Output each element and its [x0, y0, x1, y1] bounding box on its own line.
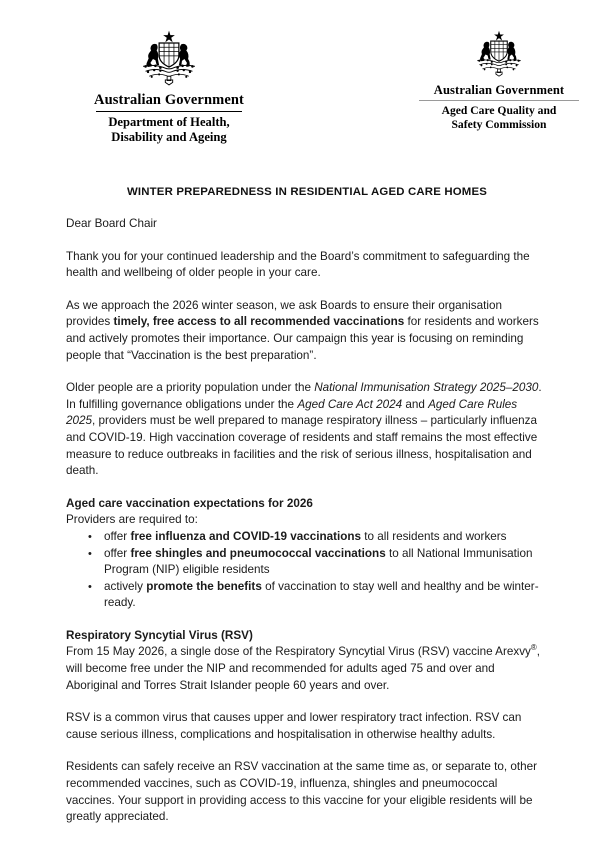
agency-name-right-line1: Aged Care Quality and	[441, 103, 557, 117]
list-item	[104, 529, 548, 546]
letterhead	[0, 28, 614, 168]
bullet-2-bold: promote the benefits	[146, 579, 262, 593]
expectations-intro: Providers are required to:	[66, 513, 198, 527]
rsv-intro-part1: From 15 May 2026, a single dose of the Respiratory Syncytial Virus (RSV) vaccine Arexvy	[66, 645, 531, 659]
bullet-1-part1: offer	[104, 546, 131, 560]
legislation-aged-care-act: Aged Care Act 2024	[297, 397, 403, 411]
heading-rsv: Respiratory Syncytial Virus (RSV)	[66, 628, 253, 642]
logo-aged-care-quality-safety-commission	[408, 28, 590, 133]
agency-name-right	[408, 104, 590, 133]
bullet-1-bold: free shingles and pneumococcal vaccinations	[130, 546, 386, 560]
agency-name-left	[60, 115, 278, 146]
rsv-intro-part2: , will become free under the NIP and recommended for adults aged 75 and over and Aboriginal and Torres Strait Islander people 60 years and over.	[66, 645, 540, 692]
paragraph-rsv-safety: Residents can safely receive an RSV vaccination at the same time as, or separate to, other recommended vaccines, such as COVID-19, influenza, shingles and pneumococcal vaccines. Your support in providing access to this vaccine for your eligible residents will be greatly appreciated.	[66, 760, 537, 824]
paragraph-priority-part4: , providers must be well prepared to manage respiratory illness – particularly influenza and COVID-19. High vaccination coverage of residents and staff remains the most effective measure to reduce outbreaks in facilities and the risk of serious illness, hospitalisation and death.	[66, 414, 538, 478]
bullet-2-part2: of vaccination to stay well and healthy and be winter-ready.	[104, 579, 539, 610]
expectations-bullet-list	[66, 529, 548, 612]
bullet-1-part2: to all National Immunisation Program (NIP) eligible residents	[104, 546, 533, 577]
legislation-aged-care-rules: Aged Care Rules 2025	[66, 397, 518, 428]
list-item	[104, 546, 548, 579]
australian-coat-of-arms-icon	[468, 28, 530, 81]
heading-vaccination-expectations: Aged care vaccination expectations for 2026	[66, 496, 313, 510]
bullet-0-bold: free influenza and COVID-19 vaccinations	[130, 529, 362, 543]
section-vaccination-expectations	[66, 496, 548, 612]
paragraph-priority-population	[66, 380, 548, 480]
paragraph-rsv-common-virus: RSV is a common virus that causes upper and lower respiratory tract infection. RSV can cause serious illness, complications and hospitalisation in otherwise healthy adults.	[66, 711, 522, 741]
legislation-national-immunisation-strategy: National Immunisation Strategy 2025–2030	[314, 381, 539, 395]
paragraph-winter-bold: timely, free access to all recommended vaccinations	[113, 315, 405, 329]
logo-divider-left	[96, 111, 242, 112]
paragraph-priority-part1: Older people are a priority population under the	[66, 381, 315, 395]
agency-name-left-line2: Disability and Ageing	[111, 130, 227, 144]
page-title: WINTER PREPAREDNESS IN RESIDENTIAL AGED CARE HOMES	[126, 186, 488, 198]
bullet-0-part2: to all residents and workers	[361, 529, 507, 543]
agency-name-left-line1: Department of Health,	[108, 114, 230, 129]
section-rsv	[66, 628, 548, 694]
rsv-intro-paragraph	[66, 644, 548, 694]
bullet-2-part1: actively	[104, 579, 147, 593]
paragraph-winter-season	[66, 298, 548, 364]
bullet-0-part1: offer	[104, 529, 131, 543]
australian-coat-of-arms-icon	[132, 28, 206, 90]
letter-body	[66, 216, 548, 842]
paragraph-priority-part3: and	[402, 397, 429, 411]
paragraph-thanks: Thank you for your continued leadership and the Board’s commitment to safeguarding the health and wellbeing of older people in your care.	[66, 249, 530, 280]
paragraph-winter-part2: for residents and workers and actively promotes their importance. Our campaign this year is focusing on reminding people that “Vaccination is the best preparation”.	[66, 315, 539, 362]
paragraph-winter-part1: As we approach the 2026 winter season, we ask Boards to ensure their organisation provides	[66, 298, 502, 329]
list-item	[104, 579, 548, 612]
government-name-right: Australian Government	[433, 83, 565, 97]
logo-department-of-health	[60, 28, 278, 146]
salutation: Dear Board Chair	[66, 217, 157, 230]
government-name-left: Australian Government	[94, 92, 244, 108]
agency-name-right-line2: Safety Commission	[451, 118, 547, 131]
registered-trademark-icon: ®	[530, 643, 537, 653]
paragraph-priority-part2: . In fulfilling governance obligations under the	[66, 381, 542, 411]
logo-divider-right	[419, 100, 579, 101]
